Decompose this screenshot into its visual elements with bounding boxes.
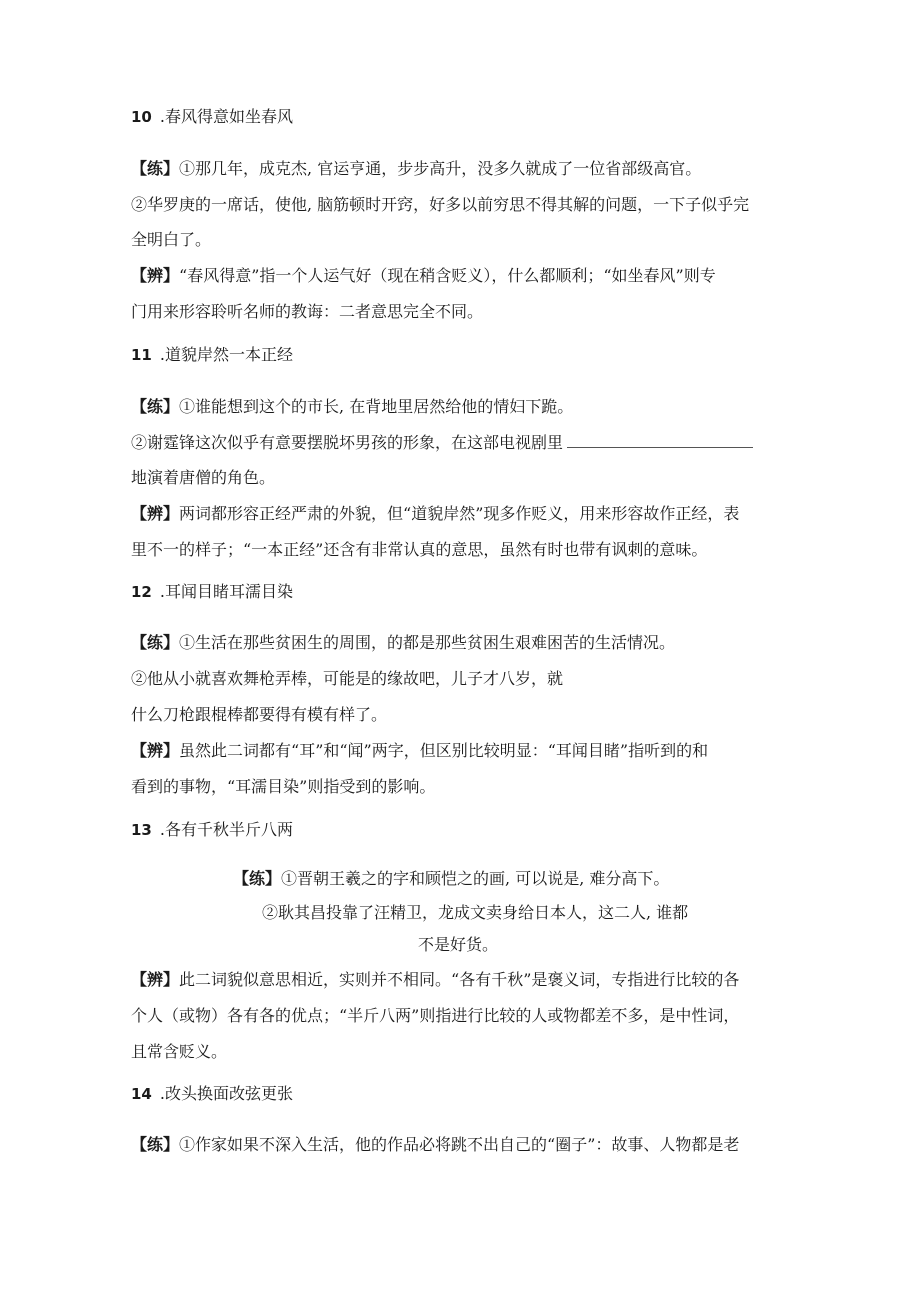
analysis-tag: 【辨】: [131, 970, 180, 989]
practice-text: ①谁能想到这个的市长, 在背地里居然给他的情妇下跪。: [179, 397, 574, 416]
practice-line: 不是好货。: [418, 935, 499, 954]
practice-line: [131, 1135, 739, 1155]
practice-line: ②他从小就喜欢舞枪弄棒，可能是的缘故吧，儿子才八岁，就: [131, 669, 564, 688]
practice-text: ①作家如果不深入生活，他的作品必将跳不出自己的“圈子”：故事、人物都是老: [179, 1135, 740, 1154]
item-title: .各有千秋半斤八两: [159, 820, 293, 839]
item-number: 10: [131, 108, 152, 126]
practice-line: [131, 159, 701, 179]
analysis-line: [131, 504, 739, 524]
item-title: .道貌岸然一本正经: [159, 345, 293, 364]
analysis-line: 门用来形容聆听名师的教诲：二者意思完全不同。: [131, 302, 484, 321]
practice-text: ①那几年，成克杰, 官运亨通，步步高升，没多久就成了一位省部级高官。: [179, 159, 702, 178]
heading-11: [131, 345, 293, 365]
analysis-line: [131, 266, 716, 286]
practice-text: ①生活在那些贫困生的周围，的都是那些贫困生艰难困苦的生活情况。: [179, 633, 676, 652]
analysis-line: [131, 741, 708, 761]
item-title: .改头换面改弦更张: [159, 1084, 293, 1103]
practice-line: 什么刀枪跟棍棒都要得有模有样了。: [131, 705, 388, 724]
fill-in-blank: [567, 433, 753, 448]
practice-line: [131, 397, 573, 417]
practice-line: [131, 433, 753, 453]
analysis-text: 此二词貌似意思相近，实则并不相同。“各有千秋”是褒义词，专指进行比较的各: [179, 970, 740, 989]
practice-line: 全明白了。: [131, 230, 212, 249]
analysis-tag: 【辨】: [131, 504, 180, 523]
item-number: 13: [131, 821, 152, 839]
analysis-line: 且常含贬义。: [131, 1042, 228, 1061]
item-title: .耳闻目睹耳濡目染: [159, 582, 293, 601]
item-number: 11: [131, 346, 152, 364]
analysis-text: 虽然此二词都有“耳”和“闻”两字，但区别比较明显：“耳闻目睹”指听到的和: [179, 741, 709, 760]
heading-14: [131, 1084, 293, 1104]
heading-10: [131, 107, 293, 127]
practice-line: [233, 869, 669, 889]
analysis-tag: 【辨】: [131, 741, 180, 760]
practice-tag: 【练】: [233, 869, 282, 888]
item-number: 12: [131, 583, 152, 601]
analysis-line: 个人（或物）各有各的优点；“半斤八两”则指进行比较的人或物都差不多，是中性词，: [131, 1006, 740, 1025]
practice-line: [131, 633, 675, 653]
practice-text: ②谢霆锋这次似乎有意要摆脱坏男孩的形象，在这部电视剧里: [131, 433, 564, 452]
analysis-line: 里不一的样子；“一本正经”还含有非常认真的意思，虽然有时也带有讽刺的意味。: [131, 540, 708, 559]
analysis-text: “春风得意”指一个人运气好（现在稍含贬义），什么都顺利；“如坐春风”则专: [179, 266, 716, 285]
practice-text: ①晋朝王羲之的字和顾恺之的画, 可以说是, 难分高下。: [281, 869, 670, 888]
practice-tag: 【练】: [131, 397, 180, 416]
analysis-text: 两词都形容正经严肃的外貌，但“道貌岸然”现多作贬义，用来形容故作正经，表: [179, 504, 740, 523]
heading-12: [131, 582, 293, 602]
practice-tag: 【练】: [131, 633, 180, 652]
analysis-line: [131, 970, 739, 990]
practice-line: 地演着唐僧的角色。: [131, 468, 276, 487]
practice-line: ②华罗庚的一席话，使他, 脑筋顿时开窍，好多以前穷思不得其解的问题，一下子似乎完: [131, 195, 750, 214]
analysis-line: 看到的事物，“耳濡目染”则指受到的影响。: [131, 777, 436, 796]
practice-line: ②耿其昌投靠了汪精卫，龙成文卖身给日本人，这二人, 谁都: [262, 903, 689, 922]
item-title: .春风得意如坐春风: [159, 107, 293, 126]
practice-tag: 【练】: [131, 159, 180, 178]
item-number: 14: [131, 1085, 152, 1103]
analysis-tag: 【辨】: [131, 266, 180, 285]
practice-tag: 【练】: [131, 1135, 180, 1154]
heading-13: [131, 820, 293, 840]
